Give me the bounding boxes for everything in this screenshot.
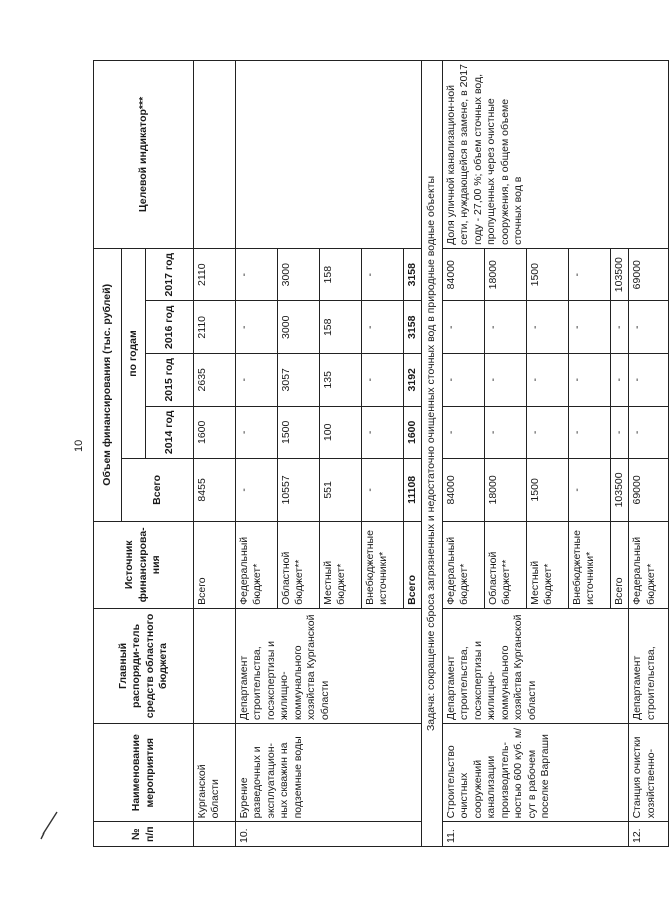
cell-2016: - <box>526 301 568 354</box>
cell-total: - <box>236 459 278 522</box>
cell-source: Всего <box>194 521 236 608</box>
cell-2014: 1600 <box>404 406 422 459</box>
cell-2016: 3000 <box>278 301 320 354</box>
header-2015: 2015 год <box>146 354 194 407</box>
cell-2014: - <box>484 406 526 459</box>
cell-2015: 135 <box>320 354 362 407</box>
cell-2017: - <box>362 248 404 301</box>
cell-2017: 3000 <box>278 248 320 301</box>
cell-2014: - <box>629 406 669 459</box>
table-row <box>194 61 236 847</box>
cell-indicator <box>194 61 236 249</box>
cell-source: Областной бюджет** <box>484 521 526 608</box>
cell-2014: - <box>526 406 568 459</box>
cell-2017: 69000 <box>629 248 669 301</box>
header-total: Всего <box>122 459 194 522</box>
cell-2015: - <box>362 354 404 407</box>
cell-manager: Департамент строительства, <box>629 608 669 723</box>
cell-2015: 3057 <box>278 354 320 407</box>
header-num: № п/п <box>94 822 194 847</box>
cell-2017: 158 <box>320 248 362 301</box>
cell-2015: - <box>629 354 669 407</box>
cell-total: 11108 <box>404 459 422 522</box>
header-2014: 2014 год <box>146 406 194 459</box>
header-volume: Объем финансирования (тыс. рублей) <box>94 248 122 521</box>
cell-2016: - <box>362 301 404 354</box>
cell-indicator: Доля уличной канализацион-ной сети, нуждающейся в замене, в 2017 году - 27,00 %; объем сточных вод, пропущенных через очистные сооружения, в общем объеме сточных вод в <box>442 61 668 249</box>
cell-source: Всего <box>404 521 422 608</box>
financing-table-rotated <box>93 60 657 847</box>
cell-total: - <box>568 459 610 522</box>
cell-source: Всего <box>610 521 628 608</box>
cell-2016: - <box>484 301 526 354</box>
header-name: Наименование мероприятия <box>94 724 194 822</box>
cell-source: Федеральный бюджет* <box>442 521 484 608</box>
cell-name: Курганской области <box>194 724 236 822</box>
cell-total: 69000 <box>629 459 669 522</box>
cell-source: Федеральный бюджет* <box>236 521 278 608</box>
cell-2017: 2110 <box>194 248 236 301</box>
cell-num: 12. <box>629 822 669 847</box>
cell-2014: 1600 <box>194 406 236 459</box>
cell-total: 18000 <box>484 459 526 522</box>
cell-2016: - <box>568 301 610 354</box>
cell-source: Внебюджетные источники* <box>362 521 404 608</box>
cell-2017: - <box>236 248 278 301</box>
cell-2016: 158 <box>320 301 362 354</box>
cell-2015: 2635 <box>194 354 236 407</box>
cell-manager: Департамент строительства, госэкспертизы и жилищно-коммунального хозяйства Курганской области <box>236 608 422 723</box>
task-text: Задача: сокращение сброса загрязненных и недостаточно очищенных сточных вод в природные водные объекты <box>422 61 442 847</box>
cell-2017: 103500 <box>610 248 628 301</box>
cell-source: Местный бюджет* <box>526 521 568 608</box>
cell-manager <box>194 608 236 723</box>
cell-2015: - <box>236 354 278 407</box>
cell-manager: Департамент строительства, госэкспертизы и жилищно-коммунального хозяйства Курганской области <box>442 608 628 723</box>
header-by-years: по годам <box>122 248 146 458</box>
cell-total: 103500 <box>610 459 628 522</box>
cell-2015: - <box>568 354 610 407</box>
cell-2017: 84000 <box>442 248 484 301</box>
cell-2014: - <box>362 406 404 459</box>
cell-2014: - <box>610 406 628 459</box>
cell-total: 8455 <box>194 459 236 522</box>
header-manager: Главный распоряди-тель средств областного бюджета <box>94 608 194 723</box>
cell-source: Внебюджетные источники* <box>568 521 610 608</box>
cell-total: - <box>362 459 404 522</box>
cell-name: Строительство очистных сооружений канализации производитель-ностью 600 куб. м/сут в рабочем поселке Варгаши <box>442 724 628 822</box>
cell-total: 551 <box>320 459 362 522</box>
cell-total: 1500 <box>526 459 568 522</box>
cell-2017: 3158 <box>404 248 422 301</box>
cell-2014: - <box>442 406 484 459</box>
cell-2016: 3158 <box>404 301 422 354</box>
cell-source: Местный бюджет* <box>320 521 362 608</box>
cell-num: 10. <box>236 822 422 847</box>
cell-source: Областной бюджет** <box>278 521 320 608</box>
cell-2017: 1500 <box>526 248 568 301</box>
table-row <box>236 61 278 847</box>
task-row <box>422 61 442 847</box>
financing-table <box>93 60 669 847</box>
header-indicator: Целевой индикатор*** <box>94 61 194 249</box>
cell-2014: 100 <box>320 406 362 459</box>
header-2016: 2016 год <box>146 301 194 354</box>
page-number: 10 <box>73 439 85 452</box>
cell-indicator <box>236 61 422 249</box>
cell-2015: - <box>442 354 484 407</box>
cell-2015: - <box>526 354 568 407</box>
cell-2015: - <box>610 354 628 407</box>
cell-2016: 2110 <box>194 301 236 354</box>
cell-source: Федеральный бюджет* <box>629 521 669 608</box>
table-row <box>442 61 484 847</box>
cell-total: 84000 <box>442 459 484 522</box>
cell-name: Бурение разведочных и эксплуатацион-ных скважин на подземные воды <box>236 724 422 822</box>
cell-2014: - <box>568 406 610 459</box>
pen-mark <box>38 810 60 840</box>
cell-2016: - <box>236 301 278 354</box>
cell-2016: - <box>629 301 669 354</box>
header-2017: 2017 год <box>146 248 194 301</box>
cell-num: 11. <box>442 822 628 847</box>
cell-2015: 3192 <box>404 354 422 407</box>
cell-2014: - <box>236 406 278 459</box>
cell-2016: - <box>442 301 484 354</box>
cell-num <box>194 822 236 847</box>
cell-name: Станция очистки хозяйственно- <box>629 724 669 822</box>
cell-2016: - <box>610 301 628 354</box>
cell-2015: - <box>484 354 526 407</box>
header-source: Источник финансирова-ния <box>94 521 194 608</box>
cell-2014: 1500 <box>278 406 320 459</box>
cell-2017: 18000 <box>484 248 526 301</box>
cell-2017: - <box>568 248 610 301</box>
cell-total: 10557 <box>278 459 320 522</box>
